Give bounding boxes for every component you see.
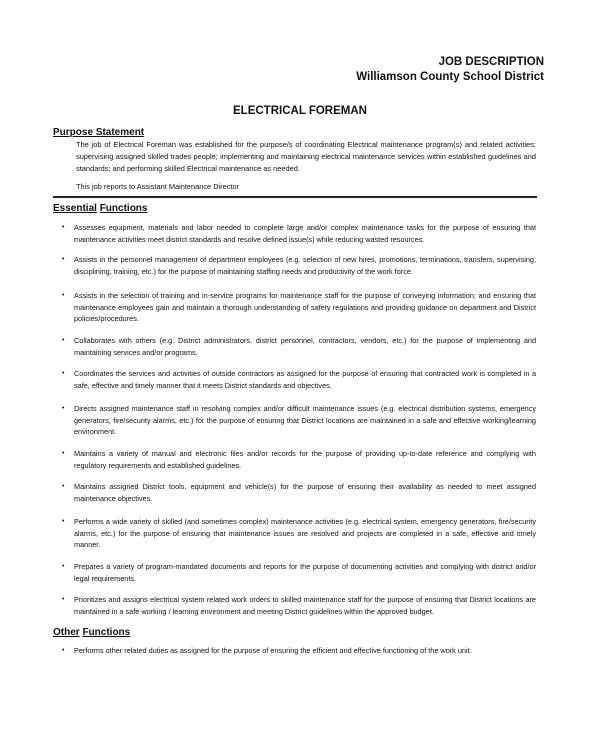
bullet-icon: • [62, 563, 65, 570]
doc-type-heading: JOB DESCRIPTION [438, 56, 544, 68]
list-item-text: Prepares a variety of program-mandated documents and reports for the purpose of documenting activities and complying with district and/or legal requirements. [74, 562, 536, 583]
bullet-icon: • [62, 596, 65, 603]
list-item-text: Collaborates with others (e.g. District administrators, district personnel, contractors, vendors, etc.) for the purpose of implementing and maintaining services and/or programs. [74, 336, 536, 357]
bullet-icon: • [62, 405, 65, 412]
list-item-text: Maintains a variety of manual and electronic files and/or records for the purpose of providing up-to-date reference and complying with regulatory requirements and established guidelines. [74, 449, 536, 470]
other-heading-b: Functions [82, 627, 131, 638]
essential-heading [53, 203, 147, 214]
bullet-icon: • [62, 450, 65, 457]
job-title: ELECTRICAL FOREMAN [233, 105, 367, 117]
list-item-text: Maintains assigned District tools, equipment and vehicle(s) for the purpose of ensuring their availability as needed to meet assigned maintenance objectives. [74, 482, 536, 503]
district-name: Williamson County School District [356, 71, 544, 83]
bullet-icon: • [62, 256, 65, 263]
bullet-icon: • [62, 292, 65, 299]
purpose-heading [53, 127, 144, 138]
bullet-icon: • [62, 337, 65, 344]
bullet-icon: • [62, 370, 65, 377]
bullet-icon: • [62, 518, 65, 525]
bullet-icon: • [62, 483, 65, 490]
section-divider [53, 196, 537, 198]
list-item-text: Prioritizes and assigns electrical system related work orders to skilled maintenance staff for the purpose of ensuring that District locations are maintained in a safe working / learning environment and meeting District guidelines within the approved budget. [74, 595, 536, 616]
essential-heading-a: Essential [53, 203, 97, 214]
purpose-paragraph: The job of Electrical Foreman was established for the purpose/s of coordinating Electrical maintenance program(s) and related activities; supervising assigned skilled trades people; implementing and maintaining electrical maintenance services within established guidelines and standards; and performing skilled Electrical maintenance as needed. [76, 140, 536, 174]
list-item-text: Directs assigned maintenance staff in resolving complex and/or difficult maintenance issues (e.g. electrical distribution systems, emergency generators, fire/security alarms, etc.) for the purpose of ensuring that District locations are maintained in a safe and effective working/learning environment. [74, 404, 536, 437]
list-item-text: Performs a wide variety of skilled (and sometimes complex) maintenance activities (e.g. electrical system, emergency generators, fire/security alarms, etc.) for the purpose of ensuring that maintenance issues are resolved and projects are completed in a safe, effective and timely manner. [74, 517, 536, 550]
essential-heading-b: Functions [99, 203, 148, 214]
bullet-icon: • [62, 647, 65, 654]
purpose-heading-text: Purpose Statement [53, 127, 145, 138]
reports-to: This job reports to Assistant Maintenance Director [76, 182, 240, 191]
list-item-text: Assists in the selection of training and in-service programs for maintenance staff for the purpose of conveying information; and ensuring that maintenance employees gain and maintain a thorough understanding of safety regulations and providing guidance on department and District policies/procedures. [74, 291, 536, 324]
list-item-text: Performs other related duties as assigned for the purpose of ensuring the efficient and effective functioning of the work unit. [74, 646, 472, 655]
bullet-icon: • [62, 224, 65, 231]
list-item-text: Assesses equipment, materials and labor needed to complete large and/or complex maintenance tasks for the purpose of ensuring that maintenance activities meet district standards and resolve defined issue(s) while reducing wasted resources. [74, 223, 536, 244]
other-heading-a: Other [53, 627, 80, 638]
list-item-text: Coordinates the services and activities of outside contractors as assigned for the purpose of ensuring that contracted work is completed in a safe, effective and timely manner that it meets District standards and objectives. [74, 369, 536, 390]
other-heading [53, 627, 130, 638]
list-item-text: Assists in the personnel management of department employees (e.g. selection of new hires, promotions, terminations, transfers, supervising, disciplining, training, etc.) for the purpose of maintaining staffing needs and productivity of the work force. [74, 255, 536, 276]
